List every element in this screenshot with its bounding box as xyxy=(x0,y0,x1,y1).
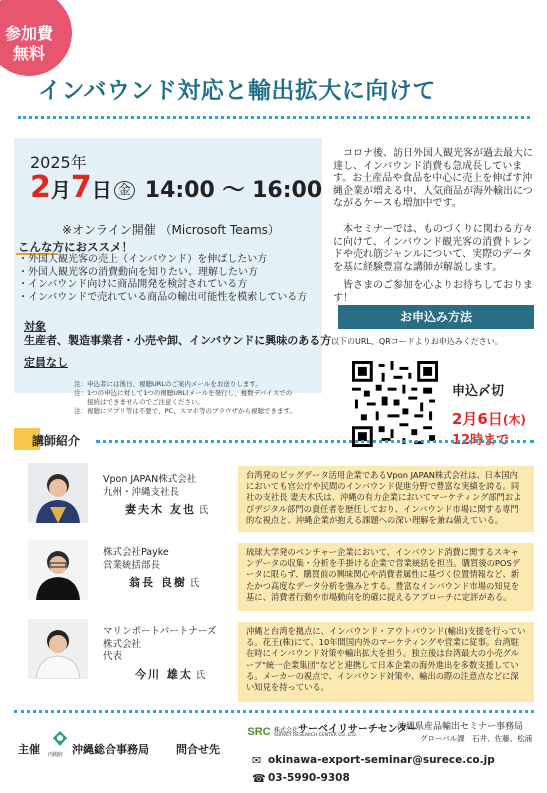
speaker-company: Vpon JAPAN株式会社 xyxy=(103,474,197,485)
speaker-3-bio: 沖縄と台湾を拠点に、インバウンド・アウトバウンド(輸出)支援を行っている。花王(株)にて、10年間国内外のマーケティングや営業に従事。台湾駐在時にインバウンド対策や輸出拡大を担う。独立後は台湾最大の小売グループ"統一企業集団"などと連携して日本企業の海外進出を多数支援している。メーカーの視点で、インバウンド対策や、輸出の際の注意点などに深い知見を持っている。 xyxy=(238,622,534,702)
recommend-heading: こんな方におススメ！ xyxy=(18,240,133,254)
note-line: 注：視聴にアプリ等は不要で、PC、スマホ等のブラウザから視聴できます。 xyxy=(74,407,296,415)
apply-url-text: 以下のURL、QRコードよりお申込みください。 xyxy=(331,337,503,346)
badge-line2: 無料 xyxy=(12,44,45,63)
page-title: インバウンド対応と輸出拡大に向けて xyxy=(38,78,436,104)
contact-email[interactable]: okinawa-export-seminar@surece.co.jp xyxy=(268,754,495,766)
capacity-text: 定員なし xyxy=(24,356,68,369)
svg-text:SRC: SRC xyxy=(247,726,271,738)
badge-line1: 参加費 xyxy=(4,24,53,43)
intro-paragraph-1: コロナ後、訪日外国人観光客が過去最大に達し、インバウンド消費も急成長しています。お土産品や食品を中心に売上を伸ばす沖縄企業が増える中、人気商品が海外輸出につながるケースも増加中です。 xyxy=(333,148,533,209)
office-name: 沖縄県産品輸出セミナー事務局 xyxy=(397,722,524,732)
title-divider xyxy=(18,116,530,119)
speaker-company-2: 株式会社 xyxy=(103,638,142,650)
speaker-company: マリンポートパートナーズ xyxy=(103,626,217,637)
event-month: 2 xyxy=(30,170,51,205)
speaker-title: 代表 xyxy=(103,651,123,662)
notes xyxy=(74,380,296,416)
speaker-photo xyxy=(28,463,88,523)
note-line: 注：1つの申込に対して1つの視聴URL(メールを発行し、複数デバイスでの xyxy=(74,389,293,397)
intro-paragraph-2: 本セミナーでは、ものづくりに関わる方々に向けて、インバウンド観光客の消費トレンドや売れ筋ジャンルについて、実際のデータを基に経験豊富な講師が解説します。 xyxy=(333,224,533,273)
event-weekday: 金 xyxy=(114,181,135,200)
src-company-name: 株式会社サーベイリサーチセンター xyxy=(274,724,418,735)
speaker-photo xyxy=(28,540,88,600)
speaker-3-info: マリンポートパートナーズ 株式会社 代表 今川 雄太 氏 xyxy=(103,626,217,681)
event-time: 14:00 〜 16:00 xyxy=(144,178,323,203)
online-note: ※オンライン開催 （Microsoft Teams） xyxy=(62,223,280,237)
apply-method-button[interactable]: お申込み方法 xyxy=(338,305,534,329)
recommend-list xyxy=(18,254,307,304)
speaker-company: 株式会社Payke xyxy=(103,547,169,558)
list-item: ・インバウンドで売れている商品の輸出可能性を模索している方 xyxy=(18,291,308,303)
speaker-1-bio: 台湾発のビッグデータ活用企業であるVpon JAPAN株式会社は、日本国内においても官公庁や民間のインバウンド促進分野で豊富な実績を誇る。同社の支社長 妻夫木氏は、沖縄の有力企業においてマーケティング部門およびデジタル部門の責任者を歴任しており、インバウンド市場に関する専門的な視点と、沖縄企業が抱える課題への深い理解を兼ね備えている。 xyxy=(238,466,534,532)
speaker-2-bio: 琉球大学発のベンチャー企業において、インバウンド消費に関するスキャンデータの収集・分析を手掛ける企業で営業統括を担当。購買後のPOSデータに限らず、購買前の興味関心や消費者属性に基づく位置情報など、新たかつ高度なデータ分析を強みとする。豊富なインバウンド市場の知見を基に、消費者行動や市場動向を的確に捉えるアプローチに定評がある。 xyxy=(238,543,534,611)
contact-label: 問合せ先 xyxy=(176,743,220,756)
event-month-unit: 月 xyxy=(50,178,71,202)
target-text: 生産者、製造事業者・小売や卸、インバウンドに興味のある方 xyxy=(24,334,332,347)
host-org: 沖縄総合事務局 xyxy=(72,743,149,756)
speaker-title: 九州・沖縄支社長 xyxy=(103,486,180,498)
speaker-2-info: 株式会社Payke 営業統括部長 翁長 良樹 氏 xyxy=(103,547,200,589)
speaker-title: 営業統括部長 xyxy=(103,559,161,571)
note-line: 注：申込者には後日、視聴URLのご案内メールをお送りします。 xyxy=(74,380,262,388)
host-label: 主催 xyxy=(18,743,40,756)
deadline-time: 12時まで xyxy=(452,433,510,448)
deadline-date: 2月6日(木) xyxy=(452,410,526,428)
host-sub: 内閣府 xyxy=(48,752,64,758)
contact-phone[interactable]: 03-5990-9308 xyxy=(268,772,350,784)
speaker-name: 今川 雄太 xyxy=(135,667,193,681)
speakers-divider xyxy=(96,440,534,443)
speaker-1-info: Vpon JAPAN株式会社 九州・沖縄支社長 妻夫木 友也 氏 xyxy=(103,474,209,516)
cabinet-office-logo-icon xyxy=(50,729,70,749)
event-year: 2025年 xyxy=(30,153,87,172)
speaker-name: 翁長 良樹 xyxy=(129,576,187,589)
email-icon: ✉ xyxy=(252,754,262,767)
event-day-unit: 日 xyxy=(91,178,112,202)
event-date xyxy=(30,170,322,205)
src-company-en: SURVEY RESEARCH CENTER CO.,LTD. xyxy=(274,733,358,738)
intro-paragraph-3: 皆さまのご参加を心よりお待ちしております！ xyxy=(333,280,533,304)
qr-code[interactable] xyxy=(352,360,438,448)
speaker-photo xyxy=(28,619,88,679)
list-item: ・外国人観光客の売上（インバウンド）を伸ばしたい方 xyxy=(18,254,268,265)
speaker-name: 妻夫木 友也 xyxy=(125,503,196,516)
src-logo-icon xyxy=(247,718,271,742)
list-item: ・外国人観光客の消費動向を知りたい、理解したい方 xyxy=(18,266,258,278)
office-staff: グローバル課 石井、佐藤、松浦 xyxy=(420,734,533,743)
target-heading: 対象 xyxy=(24,320,46,333)
note-line: 接続はできませんのでご注意ください。 xyxy=(74,398,204,406)
phone-icon: ☎ xyxy=(252,772,266,785)
event-day: 7 xyxy=(70,170,92,205)
free-badge xyxy=(0,0,72,76)
footer-divider xyxy=(14,710,534,713)
list-item: ・インバウンド向けに商品開発を検討されている方 xyxy=(18,279,248,290)
deadline-label: 申込〆切 xyxy=(452,384,505,399)
speakers-heading: 講師紹介 xyxy=(32,434,81,448)
